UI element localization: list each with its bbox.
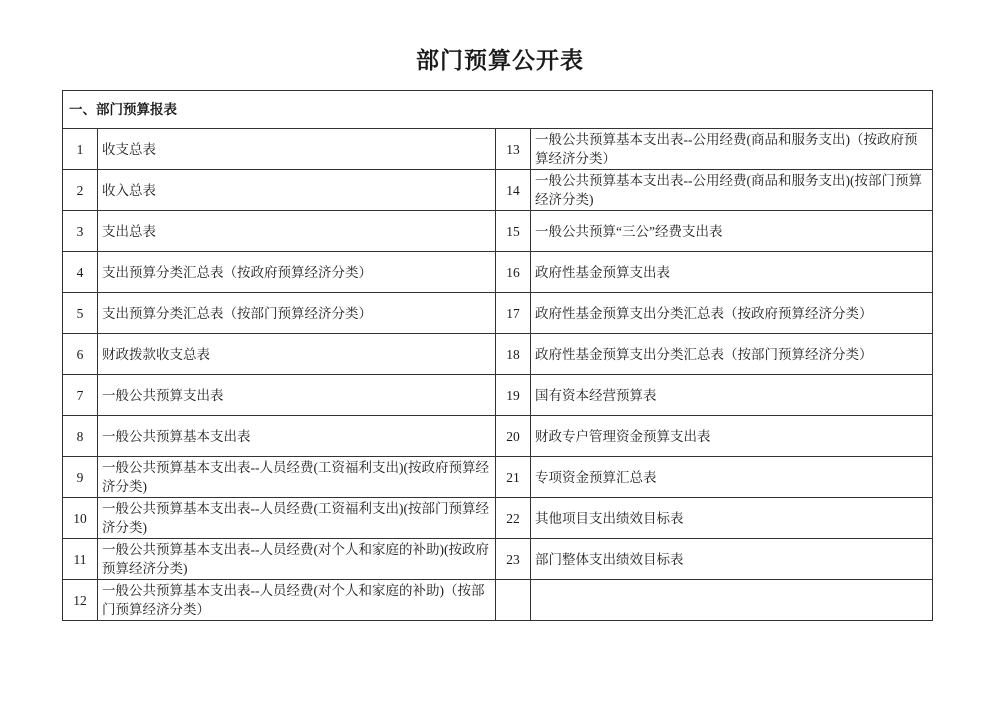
table-row [63,375,933,416]
report-number-cell: 5 [63,293,98,334]
report-name-cell: 财政拨款收支总表 [98,334,496,375]
report-name-cell: 一般公共预算“三公”经费支出表 [531,211,933,252]
report-number-cell: 3 [63,211,98,252]
report-number-cell: 1 [63,129,98,170]
budget-report-table [62,90,933,621]
table-row [63,252,933,293]
report-number-cell: 19 [496,375,531,416]
report-name-cell: 一般公共预算基本支出表--人员经费(对个人和家庭的补助)(按政府预算经济分类) [98,539,496,580]
table-row [63,498,933,539]
report-name-cell: 专项资金预算汇总表 [531,457,933,498]
report-number-cell: 4 [63,252,98,293]
table-row [63,293,933,334]
report-number-cell: 22 [496,498,531,539]
report-number-cell: 17 [496,293,531,334]
report-name-cell: 收入总表 [98,170,496,211]
table-row [63,580,933,621]
table-row [63,539,933,580]
report-name-cell: 国有资本经营预算表 [531,375,933,416]
report-name-cell: 支出总表 [98,211,496,252]
report-number-cell: 15 [496,211,531,252]
report-name-cell: 一般公共预算基本支出表--公用经费(商品和服务支出)（按政府预算经济分类） [531,129,933,170]
section-header-row [63,91,933,129]
report-name-cell: 财政专户管理资金预算支出表 [531,416,933,457]
report-name-cell: 一般公共预算基本支出表 [98,416,496,457]
report-name-cell: 一般公共预算基本支出表--人员经费(对个人和家庭的补助)（按部门预算经济分类） [98,580,496,621]
report-name-cell: 一般公共预算基本支出表--人员经费(工资福利支出)(按政府预算经济分类) [98,457,496,498]
report-number-cell: 8 [63,416,98,457]
report-number-cell: 23 [496,539,531,580]
report-name-cell: 其他项目支出绩效目标表 [531,498,933,539]
report-name-cell: 政府性基金预算支出分类汇总表（按政府预算经济分类） [531,293,933,334]
report-number-cell: 14 [496,170,531,211]
report-number-cell: 12 [63,580,98,621]
table-row [63,334,933,375]
table-row [63,416,933,457]
table-section-header: 一、部门预算报表 [63,91,933,129]
report-number-cell: 13 [496,129,531,170]
report-name-cell: 一般公共预算基本支出表--公用经费(商品和服务支出)(按部门预算经济分类) [531,170,933,211]
report-number-cell [496,580,531,621]
report-name-cell: 支出预算分类汇总表（按政府预算经济分类） [98,252,496,293]
report-number-cell: 16 [496,252,531,293]
table-row [63,457,933,498]
report-name-cell: 一般公共预算支出表 [98,375,496,416]
report-number-cell: 20 [496,416,531,457]
page-title: 部门预算公开表 [416,48,584,73]
report-number-cell: 10 [63,498,98,539]
report-name-cell: 政府性基金预算支出表 [531,252,933,293]
table-row [63,129,933,170]
report-name-cell [531,580,933,621]
report-number-cell: 9 [63,457,98,498]
report-name-cell: 收支总表 [98,129,496,170]
report-number-cell: 11 [63,539,98,580]
report-number-cell: 21 [496,457,531,498]
report-number-cell: 2 [63,170,98,211]
report-name-cell: 政府性基金预算支出分类汇总表（按部门预算经济分类） [531,334,933,375]
report-number-cell: 7 [63,375,98,416]
table-row [63,170,933,211]
report-name-cell: 部门整体支出绩效目标表 [531,539,933,580]
table-row [63,211,933,252]
report-name-cell: 支出预算分类汇总表（按部门预算经济分类） [98,293,496,334]
report-number-cell: 6 [63,334,98,375]
report-name-cell: 一般公共预算基本支出表--人员经费(工资福利支出)(按部门预算经济分类) [98,498,496,539]
report-number-cell: 18 [496,334,531,375]
